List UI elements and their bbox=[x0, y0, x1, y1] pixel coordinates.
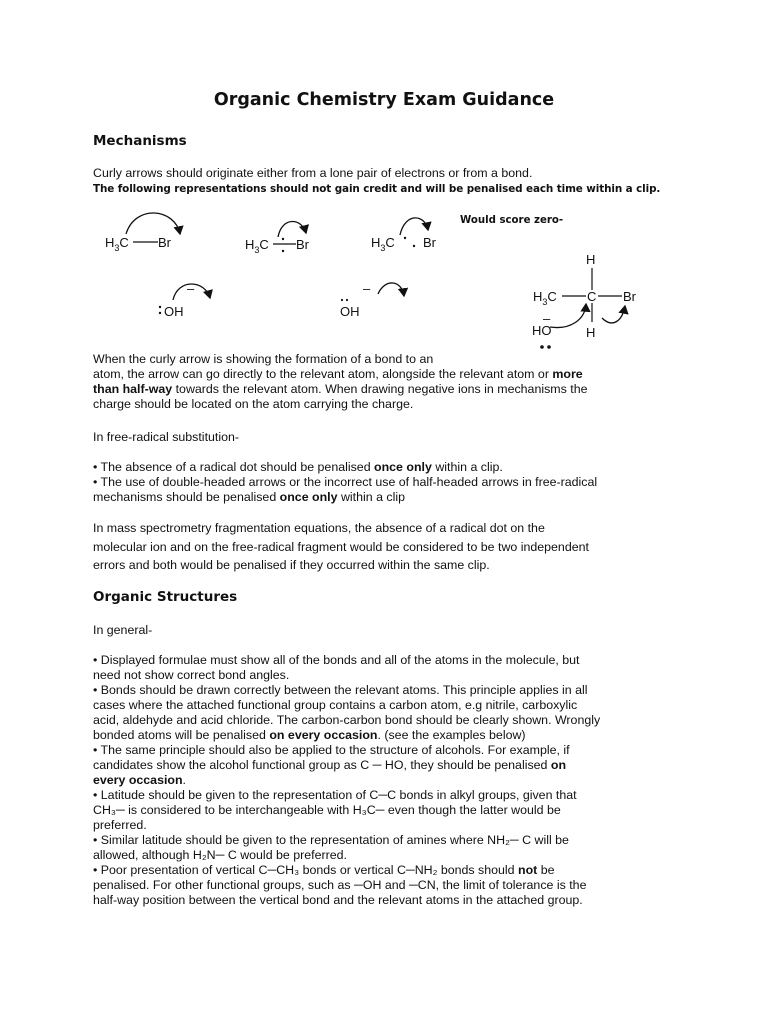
formation-line-1: When the curly arrow is showing the formation of a bond to an bbox=[93, 352, 434, 366]
not-credit-text: The following representations should not gain credit and will be penalised each time within a clip. bbox=[93, 183, 661, 195]
structures-paragraph bbox=[93, 653, 678, 908]
structures-line: • Bonds should be drawn correctly between the relevant atoms. This principle applies in all bbox=[93, 683, 588, 697]
minus-label: – bbox=[187, 281, 195, 296]
free-radical-bullets bbox=[93, 460, 678, 505]
mass-spec-line-2: molecular ion and on the free-radical fragment would be considered to be two independent bbox=[93, 539, 589, 554]
h-bottom-label: H bbox=[586, 325, 596, 340]
br-label-3: Br bbox=[423, 235, 436, 250]
curly-arrows-line: Curly arrows should originate either from a lone pair of electrons or from a bond. bbox=[93, 166, 533, 180]
h3c-label-2: $H_3C$ bbox=[245, 237, 269, 255]
would-score-zero-label: Would score zero- bbox=[460, 215, 564, 226]
curly-arrow-7 bbox=[602, 306, 625, 323]
mass-spec-line-3: errors and both would be penalised if they occurred within the same clip. bbox=[93, 558, 490, 572]
structures-line: acid, aldehyde and acid chloride. The carbon-carbon bond should be clearly shown. Wrongly bbox=[93, 713, 601, 727]
h3c-label-4: $H_3C$ bbox=[533, 289, 557, 307]
mechanisms-heading: Mechanisms bbox=[93, 133, 187, 149]
formation-line-3: than half-way towards the relevant atom. When drawing negative ions in mechanisms the bbox=[93, 382, 588, 396]
minus-label-2: – bbox=[363, 281, 371, 296]
structures-line: • Poor presentation of vertical C─CH₃ bonds or vertical C─NH₂ bonds should not be bbox=[93, 863, 555, 877]
minus-label-3: – bbox=[543, 311, 551, 326]
formation-paragraph bbox=[93, 352, 678, 412]
curly-arrow-3 bbox=[400, 218, 428, 235]
h3c-label: $H_3C$ bbox=[105, 235, 129, 253]
in-general-text: In general- bbox=[93, 623, 153, 637]
mechanism-diagrams bbox=[80, 200, 680, 360]
structures-line: cases where the attached functional group contains a carbon atom, e.g nitrile, carboxylic bbox=[93, 698, 578, 712]
curly-arrow bbox=[126, 213, 180, 234]
structures-line: need not show correct bond angles. bbox=[93, 668, 290, 682]
diagram-h3c-br-3 bbox=[371, 218, 437, 253]
page-title: Organic Chemistry Exam Guidance bbox=[213, 90, 555, 110]
fr-bullet-2-line-2: mechanisms should be penalised once only within a clip bbox=[93, 490, 406, 504]
br-label-2: Br bbox=[296, 237, 309, 252]
diagram-h3c-br-1 bbox=[105, 213, 180, 253]
formation-line-2: atom, the arrow can go directly to the relevant atom, alongside the relevant atom or more bbox=[93, 367, 583, 381]
diagram-oh-2 bbox=[340, 281, 404, 319]
h-top-label: H bbox=[586, 252, 596, 267]
diagram-displayed-formula bbox=[532, 252, 637, 349]
organic-structures-heading: Organic Structures bbox=[93, 589, 238, 605]
structures-line: • The same principle should also be applied to the structure of alcohols. For example, if bbox=[93, 743, 570, 757]
fr-bullet-2-line-1: • The use of double-headed arrows or the incorrect use of half-headed arrows in free-radical bbox=[93, 475, 598, 489]
curly-arrow-5 bbox=[378, 283, 404, 296]
structures-line: • Latitude should be given to the representation of C─C bonds in alkyl groups, given that bbox=[93, 788, 577, 802]
structures-line: CH₃─ is considered to be interchangeable with H₃C─ even though the latter would be bbox=[93, 803, 561, 817]
h3c-label-3: $H_3C$ bbox=[371, 235, 395, 253]
structures-line: penalised. For other functional groups, such as ─OH and ─CN, the limit of tolerance is the bbox=[93, 878, 587, 892]
c-center-label: C bbox=[587, 289, 597, 304]
diagram-oh-1 bbox=[159, 281, 210, 319]
oh-label: OH bbox=[164, 304, 184, 319]
structures-line: • Displayed formulae must show all of the bonds and all of the atoms in the molecule, but bbox=[93, 653, 580, 667]
mass-spec-line-1: In mass spectrometry fragmentation equations, the absence of a radical dot on the bbox=[93, 521, 545, 535]
oh-label-2: OH bbox=[340, 304, 360, 319]
curly-arrows-text bbox=[93, 166, 678, 181]
curly-arrow-6 bbox=[550, 304, 586, 328]
formation-line-4: charge should be located on the atom carrying the charge. bbox=[93, 397, 414, 411]
fr-bullet-1: • The absence of a radical dot should be penalised once only within a clip. bbox=[93, 460, 503, 474]
structures-line: candidates show the alcohol functional group as C ─ HO, they should be penalised on bbox=[93, 758, 567, 772]
mass-spec-paragraph bbox=[93, 519, 678, 575]
ho-label: HO bbox=[532, 323, 552, 338]
structures-line: allowed, although H₂N─ C would be preferred. bbox=[93, 848, 347, 862]
br-label: Br bbox=[158, 235, 171, 250]
structures-line: half-way position between the vertical bond and the relevant atoms in the attached group. bbox=[93, 893, 583, 907]
free-radical-intro: In free-radical substitution- bbox=[93, 430, 240, 444]
structures-line: preferred. bbox=[93, 818, 147, 832]
diagram-h3c-br-2 bbox=[245, 221, 310, 255]
br-label-4: Br bbox=[623, 289, 636, 304]
structures-line: • Similar latitude should be given to the representation of amines where NH₂─ C will be bbox=[93, 833, 569, 847]
curly-arrow-2 bbox=[278, 221, 306, 237]
structures-line: every occasion. bbox=[93, 773, 186, 787]
structures-line: bonded atoms will be penalised on every occasion. (see the examples below) bbox=[93, 728, 526, 742]
